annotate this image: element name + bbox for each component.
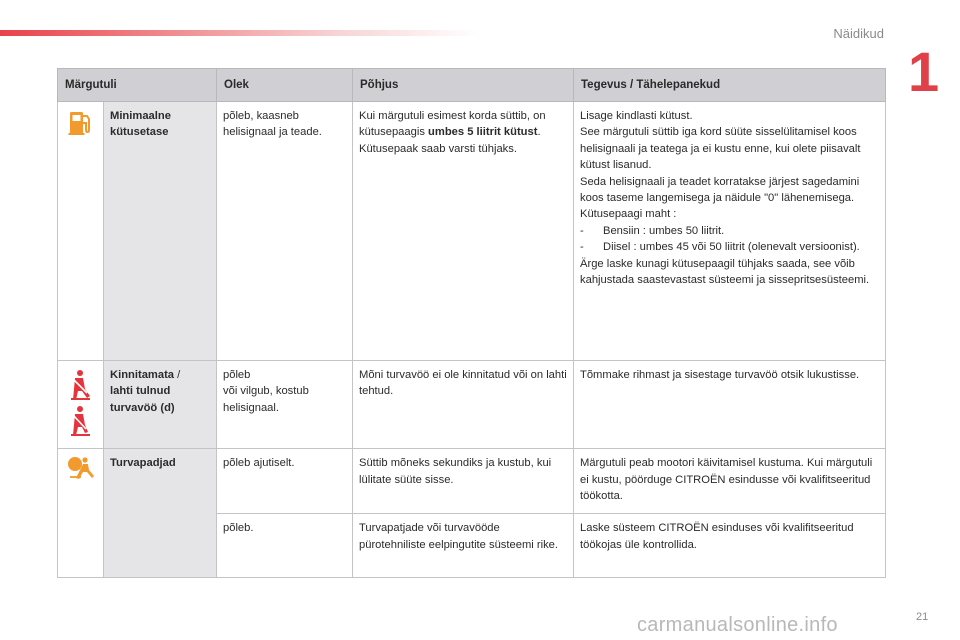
indicator-cause: Mõni turvavöö ei ole kinnitatud või on lahti tehtud. [353,361,574,449]
cause-text: Kui märgutuli esimest korda süttib, on kütusepaagis [359,110,546,139]
list-item: - Bensiin : umbes 50 liitrit. [580,223,879,239]
table-row [58,449,886,514]
name-part: Kinnitamata [110,369,175,381]
action-line: Kütusepaagi maht : [580,208,677,221]
indicator-state: põleb, kaasneb helisignaal ja teade. [217,102,353,361]
icon-cell [58,102,104,361]
warning-lights-table [57,68,886,578]
column-header-action: Tegevus / Tähelepanekud [574,69,886,102]
seatbelt-icon [68,428,94,440]
column-header-cause: Põhjus [353,69,574,102]
indicator-name: Turvapadjad [104,449,217,578]
icon-cell [58,449,104,578]
column-header-state: Olek [217,69,353,102]
airbag-icon [66,472,96,484]
page-number: 21 [916,611,929,623]
table-row [58,102,886,361]
header-accent-bar [0,30,480,36]
column-header-indicator: Märgutuli [58,69,217,102]
indicator-cause: Turvapatjade või turvavööde pürotehniliste eelpingutite süsteemi rike. [353,514,574,578]
name-separator: / [174,369,181,381]
indicator-action: Märgutuli peab mootori käivitamisel kustuma. Kui märgutuli ei kustu, pöörduge CITROËN esindusse või kvalifitseeritud töökotta. [574,449,886,514]
indicator-action [574,102,886,361]
action-line: See märgutuli süttib iga kord süüte sisselülitamisel koos helisignaali ja teatega ja ei kustu enne, kui olete piisavalt kütust lisanud. [580,126,861,172]
indicator-state: põleb või vilgub, kostub helisignaal. [217,361,353,449]
indicator-name [104,361,217,449]
table-row [58,361,886,449]
fuel-pump-icon [68,127,94,139]
cause-emphasis: umbes 5 liitrit kütust [428,126,538,139]
indicator-name: Minimaalne kütusetase [104,102,217,361]
icon-cell [58,361,104,449]
tank-capacity-list [580,223,879,256]
action-line: Ärge laske kunagi kütusepaagil tühjaks saada, see võib kahjustada saastevastast süsteemi ja sissepritsesüsteemi. [580,257,870,287]
action-line: Lisage kindlasti kütust. [580,110,693,122]
indicator-state: põleb ajutiselt. [217,449,353,514]
cause-text-end: . Kütusepaak saab varsti tühjaks. [359,126,541,155]
action-line: Seda helisignaali ja teadet korratakse järjest sagedamini koos taseme langemisega ja näidule "0" lähenemisega. [580,175,860,205]
section-title: Näidikud [833,26,884,41]
name-part: lahti tulnud turvavöö (d) [110,385,175,414]
list-item: - Diisel : umbes 45 või 50 liitrit (olenevalt versioonist). [580,239,879,255]
indicator-cause: Süttib mõneks sekundiks ja kustub, kui lülitate süüte sisse. [353,449,574,514]
indicator-action: Laske süsteem CITROËN esinduses või kvalifitseeritud töökojas üle kontrollida. [574,514,886,578]
indicator-cause [353,102,574,361]
indicator-action: Tõmmake rihmast ja sisestage turvavöö otsik lukustisse. [574,361,886,449]
watermark: carmanualsonline.info [637,614,838,636]
table-header-row [58,69,886,102]
indicator-state: põleb. [217,514,353,578]
chapter-number: 1 [908,40,940,103]
